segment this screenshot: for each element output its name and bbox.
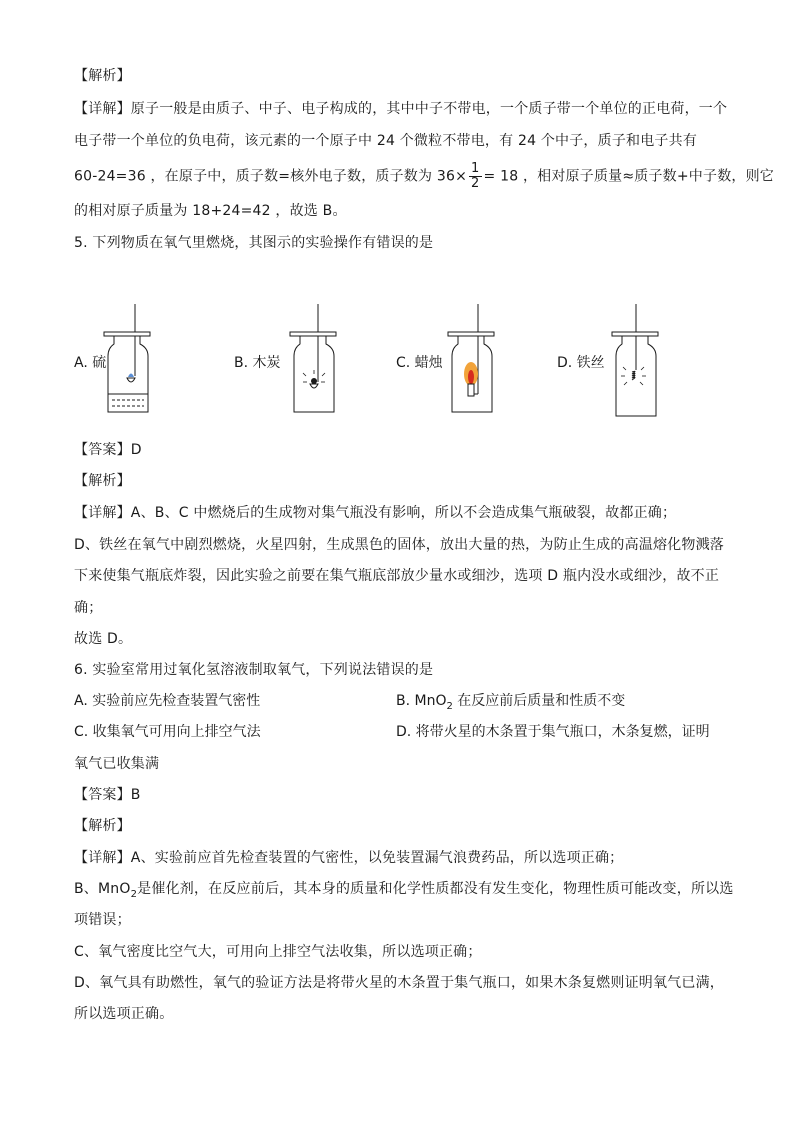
subscript: 2 xyxy=(446,700,453,712)
detail-line: 【详解】A、实验前应首先检查装置的气密性，以免装置漏气浪费药品，所以选项正确； xyxy=(74,850,624,866)
option-b xyxy=(396,691,625,717)
detail-line: D、氧气具有助燃性，氧气的验证方法是将带火星的木条置于集气瓶口，如果木条复燃则证明氧气已满， xyxy=(74,975,724,991)
option-d-continued: 氧气已收集满 xyxy=(74,756,160,772)
detail-line: 电子带一个单位的负电荷，该元素的一个原子中 24 个微粒不带电，有 24 个中子，质子和电子共有 xyxy=(74,133,698,149)
fraction xyxy=(469,162,481,191)
option-a: A. 实验前应先检查装置气密性 xyxy=(74,693,261,709)
analysis-heading: 【解析】 xyxy=(74,818,131,834)
detail-line: 所以选项正确。 xyxy=(74,1006,174,1022)
detail-text: 是催化剂，在反应前后，其本身的质量和化学性质都没有发生变化，物理性质可能改变，所以选 xyxy=(137,881,734,897)
iron-wire-jar-icon xyxy=(608,304,668,422)
conclusion-line: 故选 D。 xyxy=(74,631,133,647)
detail-line: 【详解】A、B、C 中燃烧后的生成物对集气瓶没有影响，所以不会造成集气瓶破裂，故都正确； xyxy=(74,505,677,521)
option-b-label: B. 木炭 xyxy=(234,355,281,371)
candle-jar-icon xyxy=(444,304,504,422)
detail-line xyxy=(74,879,734,905)
detail-line: 【详解】原子一般是由质子、中子、电子构成的，其中中子不带电，一个质子带一个单位的正电荷，一个 xyxy=(74,101,728,117)
detail-text: B、MnO xyxy=(74,881,131,897)
detail-text: = 18 ，相对原子质量≈质子数+中子数，则它 xyxy=(483,168,775,185)
analysis-heading: 【解析】 xyxy=(74,68,131,84)
question-6-answer: 【答案】B xyxy=(74,787,141,803)
detail-line: 确； xyxy=(74,600,103,616)
option-b-text: B. MnO xyxy=(396,693,447,709)
detail-line-with-fraction xyxy=(74,162,774,191)
fraction-numerator: 1 xyxy=(471,161,480,176)
option-d: D. 将带火星的木条置于集气瓶口，木条复燃，证明 xyxy=(396,724,710,740)
detail-line: 项错误； xyxy=(74,912,131,928)
detail-line: 的相对原子质量为 18+24=42 ，故选 B。 xyxy=(74,203,347,219)
fraction-denominator: 2 xyxy=(471,176,480,191)
detail-line: D、铁丝在氧气中剧烈燃烧，火星四射，生成黑色的固体，放出大量的热，为防止生成的高温熔化物溅落 xyxy=(74,537,724,553)
detail-line: C、氧气密度比空气大，可用向上排空气法收集，所以选项正确； xyxy=(74,944,482,960)
option-b-text: 在反应前后质量和性质不变 xyxy=(452,693,626,709)
option-d-label: D. 铁丝 xyxy=(557,355,605,371)
option-c: C. 收集氧气可用向上排空气法 xyxy=(74,724,261,740)
subscript: 2 xyxy=(130,888,138,900)
question-5-answer: 【答案】D xyxy=(74,442,142,458)
question-6-stem: 6. 实验室常用过氧化氢溶液制取氧气，下列说法错误的是 xyxy=(74,662,434,678)
analysis-heading: 【解析】 xyxy=(74,473,131,489)
sulfur-jar-icon xyxy=(100,304,160,422)
charcoal-jar-icon xyxy=(286,304,346,422)
question-5-stem: 5. 下列物质在氧气里燃烧，其图示的实验操作有错误的是 xyxy=(74,235,434,251)
option-a-label: A. 硫 xyxy=(74,355,107,371)
detail-text: 60-24=36 ，在原子中，质子数=核外电子数，质子数为 36× xyxy=(74,168,468,185)
detail-line: 下来使集气瓶底炸裂，因此实验之前要在集气瓶底部放少量水或细沙，选项 D 瓶内没水或细沙，故不正 xyxy=(74,568,720,584)
option-c-label: C. 蜡烛 xyxy=(396,355,443,371)
